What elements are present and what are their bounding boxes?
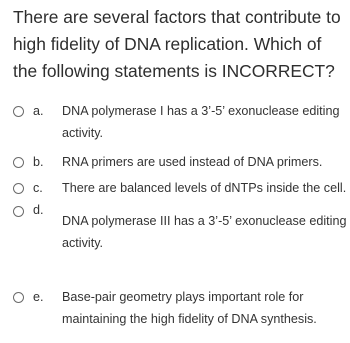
option-text-a: DNA polymerase I has a 3’-5’ exonuclease editing activity. <box>62 104 340 140</box>
option-a[interactable] <box>13 101 350 140</box>
radio-button-b[interactable] <box>13 157 24 168</box>
option-text-b: RNA primers are used instead of DNA primers. <box>62 155 323 169</box>
radio-button-d[interactable] <box>13 206 24 217</box>
option-letter-e: e. <box>33 290 44 304</box>
option-letter-c: c. <box>33 181 43 195</box>
option-d[interactable] <box>13 202 350 250</box>
radio-button-e[interactable] <box>13 292 24 303</box>
option-letter-b: b. <box>33 155 44 169</box>
radio-button-a[interactable] <box>13 106 24 117</box>
option-text-c: There are balanced levels of dNTPs inside the cell. <box>62 181 347 195</box>
option-e[interactable] <box>13 287 350 326</box>
option-letter-a: a. <box>33 104 44 118</box>
radio-button-c[interactable] <box>13 183 24 194</box>
option-text-d: DNA polymerase III has a 3’-5’ exonuclease editing activity. <box>62 214 347 250</box>
option-text-e: Base-pair geometry plays important role for maintaining the high fidelity of DNA synthesis. <box>62 290 317 326</box>
option-letter-d: d. <box>33 203 44 217</box>
question-text: There are several factors that contribute to high fidelity of DNA replication. Which of the following statements is INCORRECT? <box>13 7 341 81</box>
